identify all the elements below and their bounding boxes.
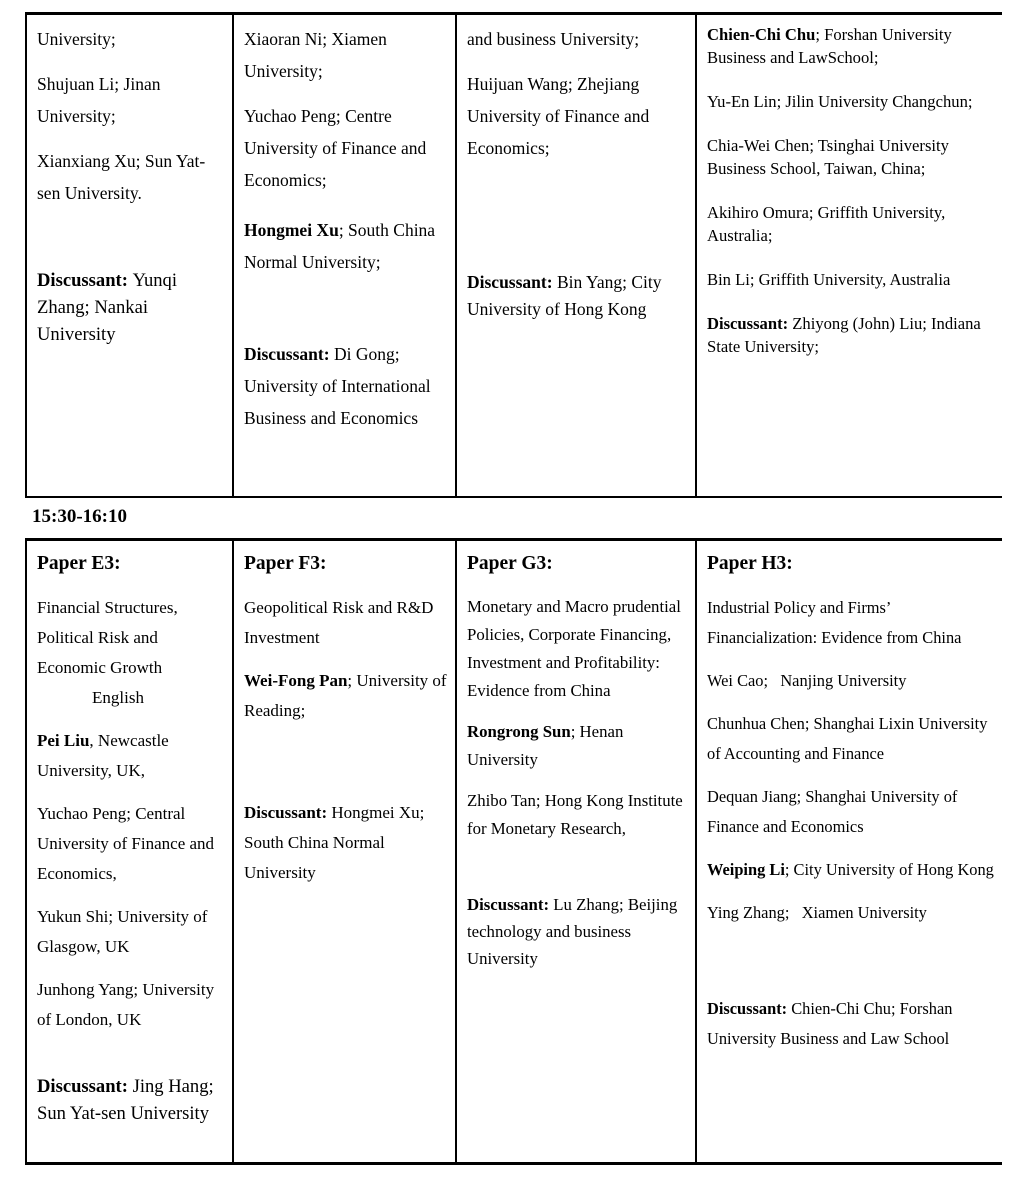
text-paragraph <box>37 799 224 889</box>
paper-h3-cell <box>695 541 1002 1162</box>
text-paragraph <box>707 312 994 358</box>
text-paragraph <box>707 268 994 291</box>
text-paragraph <box>707 782 994 842</box>
bold-text-segment: Paper G3: <box>467 553 553 574</box>
text-paragraph <box>244 593 447 653</box>
text-segment: Geopolitical Risk and R&D Investment <box>244 598 434 647</box>
text-paragraph <box>37 975 224 1035</box>
bold-text-segment: Hongmei Xu <box>244 220 339 240</box>
text-segment: Yuchao Peng; Centre University of Finance and Economics; <box>244 106 427 190</box>
text-segment: Zhiyong (John) Liu; Indiana State University; <box>707 314 981 356</box>
text-segment: ; University of Reading; <box>244 671 447 720</box>
text-paragraph <box>37 593 224 683</box>
text-segment: Bin Yang; City University of Hong Kong <box>467 272 662 319</box>
text-segment: ; Henan University <box>467 722 624 769</box>
text-segment: , Newcastle University, UK, <box>37 731 169 780</box>
text-paragraph <box>37 683 224 713</box>
text-paragraph <box>37 1073 224 1127</box>
bold-text-segment: Discussant: <box>37 1076 133 1097</box>
text-paragraph <box>707 90 994 113</box>
upper-cell-col1 <box>25 15 232 496</box>
bold-text-segment: Discussant: <box>707 999 792 1018</box>
text-segment: Jing Hang; Sun Yat-sen University <box>37 1076 214 1124</box>
text-segment: Huijuan Wang; Zhejiang University of Finance and Economics; <box>467 74 650 158</box>
text-paragraph <box>37 267 224 348</box>
text-paragraph <box>244 798 447 888</box>
text-segment: University; <box>37 29 116 49</box>
text-segment: English <box>92 688 144 707</box>
bold-text-segment: Rongrong Sun <box>467 722 571 741</box>
upper-cell-col2 <box>232 15 455 496</box>
text-paragraph <box>467 718 687 774</box>
text-segment: Wei Cao; Nanjing University <box>707 671 907 690</box>
text-segment: Yuchao Peng; Central University of Finance and Economics, <box>37 804 215 883</box>
text-paragraph <box>467 593 687 705</box>
text-segment: Ying Zhang; Xiamen University <box>707 903 927 922</box>
bold-text-segment: Pei Liu <box>37 731 90 750</box>
text-paragraph <box>707 23 994 69</box>
text-paragraph <box>707 593 994 653</box>
upper-cell-col3 <box>455 15 695 496</box>
text-paragraph <box>37 145 224 209</box>
text-paragraph <box>707 666 994 696</box>
text-paragraph <box>707 549 994 579</box>
text-paragraph <box>37 23 224 55</box>
text-paragraph <box>467 787 687 843</box>
text-paragraph <box>244 666 447 726</box>
session-table-lower <box>25 538 1002 1165</box>
text-paragraph <box>244 214 447 278</box>
text-segment: ; City University of Hong Kong <box>784 860 994 879</box>
bold-text-segment: Discussant: <box>244 803 332 822</box>
text-segment: Chien-Chi Chu; Forshan University Business and Law School <box>707 999 953 1048</box>
bold-text-segment: Discussant: <box>707 314 793 333</box>
text-paragraph <box>37 902 224 962</box>
paper-e3-cell <box>25 541 232 1162</box>
text-segment: Yu-En Lin; Jilin University Changchun; <box>707 92 973 111</box>
bold-text-segment: Discussant: <box>467 895 554 914</box>
text-segment: Chunhua Chen; Shanghai Lixin University of Accounting and Finance <box>707 714 988 763</box>
bold-text-segment: Paper E3: <box>37 553 121 574</box>
text-segment: Akihiro Omura; Griffith University, Australia; <box>707 203 946 245</box>
time-slot-row <box>25 501 1002 537</box>
text-segment: ; Forshan University Business and LawSchool; <box>707 25 952 67</box>
text-segment: Xiaoran Ni; Xiamen University; <box>244 29 387 81</box>
bold-text-segment: Chien-Chi Chu <box>707 25 816 44</box>
text-paragraph <box>707 201 994 247</box>
text-paragraph <box>467 23 687 55</box>
text-segment: Shujuan Li; Jinan University; <box>37 74 161 126</box>
bold-text-segment: Discussant: <box>467 272 557 292</box>
text-segment: Financial Structures, Political Risk and Economic Growth <box>37 598 178 677</box>
text-segment: Junhong Yang; University of London, UK <box>37 980 215 1029</box>
text-segment: Chia-Wei Chen; Tsinghai University Business School, Taiwan, China; <box>707 136 949 178</box>
bold-text-segment: Paper F3: <box>244 553 327 574</box>
text-segment: and business University; <box>467 29 640 49</box>
bold-text-segment: Weiping Li <box>707 860 785 879</box>
paper-f3-cell <box>232 541 455 1162</box>
text-segment: Monetary and Macro prudential Policies, Corporate Financing, Investment and Profitability: Evidence from China <box>467 597 681 700</box>
upper-cell-col4 <box>695 15 1002 496</box>
bold-text-segment: Wei-Fong Pan <box>244 671 348 690</box>
bold-text-segment: Discussant: <box>37 270 133 291</box>
text-paragraph <box>467 549 687 579</box>
text-paragraph <box>707 898 994 928</box>
text-segment: Lu Zhang; Beijing technology and business University <box>467 895 678 968</box>
text-paragraph <box>244 100 447 196</box>
bold-text-segment: Discussant: <box>244 344 334 364</box>
text-paragraph <box>707 994 994 1054</box>
text-paragraph <box>37 549 224 579</box>
text-segment: Hongmei Xu; South China Normal University <box>244 803 425 882</box>
text-paragraph <box>707 709 994 769</box>
text-segment: Zhibo Tan; Hong Kong Institute for Monetary Research, <box>467 791 683 838</box>
paper-g3-cell <box>455 541 695 1162</box>
text-segment: Dequan Jiang; Shanghai University of Finance and Economics <box>707 787 958 836</box>
text-paragraph <box>37 68 224 132</box>
text-paragraph <box>244 23 447 87</box>
text-segment: Yukun Shi; University of Glasgow, UK <box>37 907 208 956</box>
text-paragraph <box>244 549 447 579</box>
bold-text-segment: Paper H3: <box>707 553 793 574</box>
text-segment: Yunqi Zhang; Nankai University <box>37 270 178 345</box>
text-paragraph <box>467 891 687 972</box>
text-paragraph <box>467 68 687 164</box>
text-paragraph <box>707 134 994 180</box>
text-paragraph <box>467 269 687 323</box>
text-paragraph <box>707 855 994 885</box>
text-segment: ; South China Normal University; <box>244 220 436 272</box>
text-segment: Xianxiang Xu; Sun Yat-sen University. <box>37 151 206 203</box>
text-paragraph <box>244 338 447 434</box>
text-segment: Bin Li; Griffith University, Australia <box>707 270 951 289</box>
session-table-upper <box>25 12 1002 498</box>
text-segment: Di Gong; University of International Business and Economics <box>244 344 431 428</box>
time-slot-label: 15:30-16:10 <box>32 506 127 527</box>
text-paragraph <box>37 726 224 786</box>
text-segment: Industrial Policy and Firms’ Financialization: Evidence from China <box>707 598 962 647</box>
